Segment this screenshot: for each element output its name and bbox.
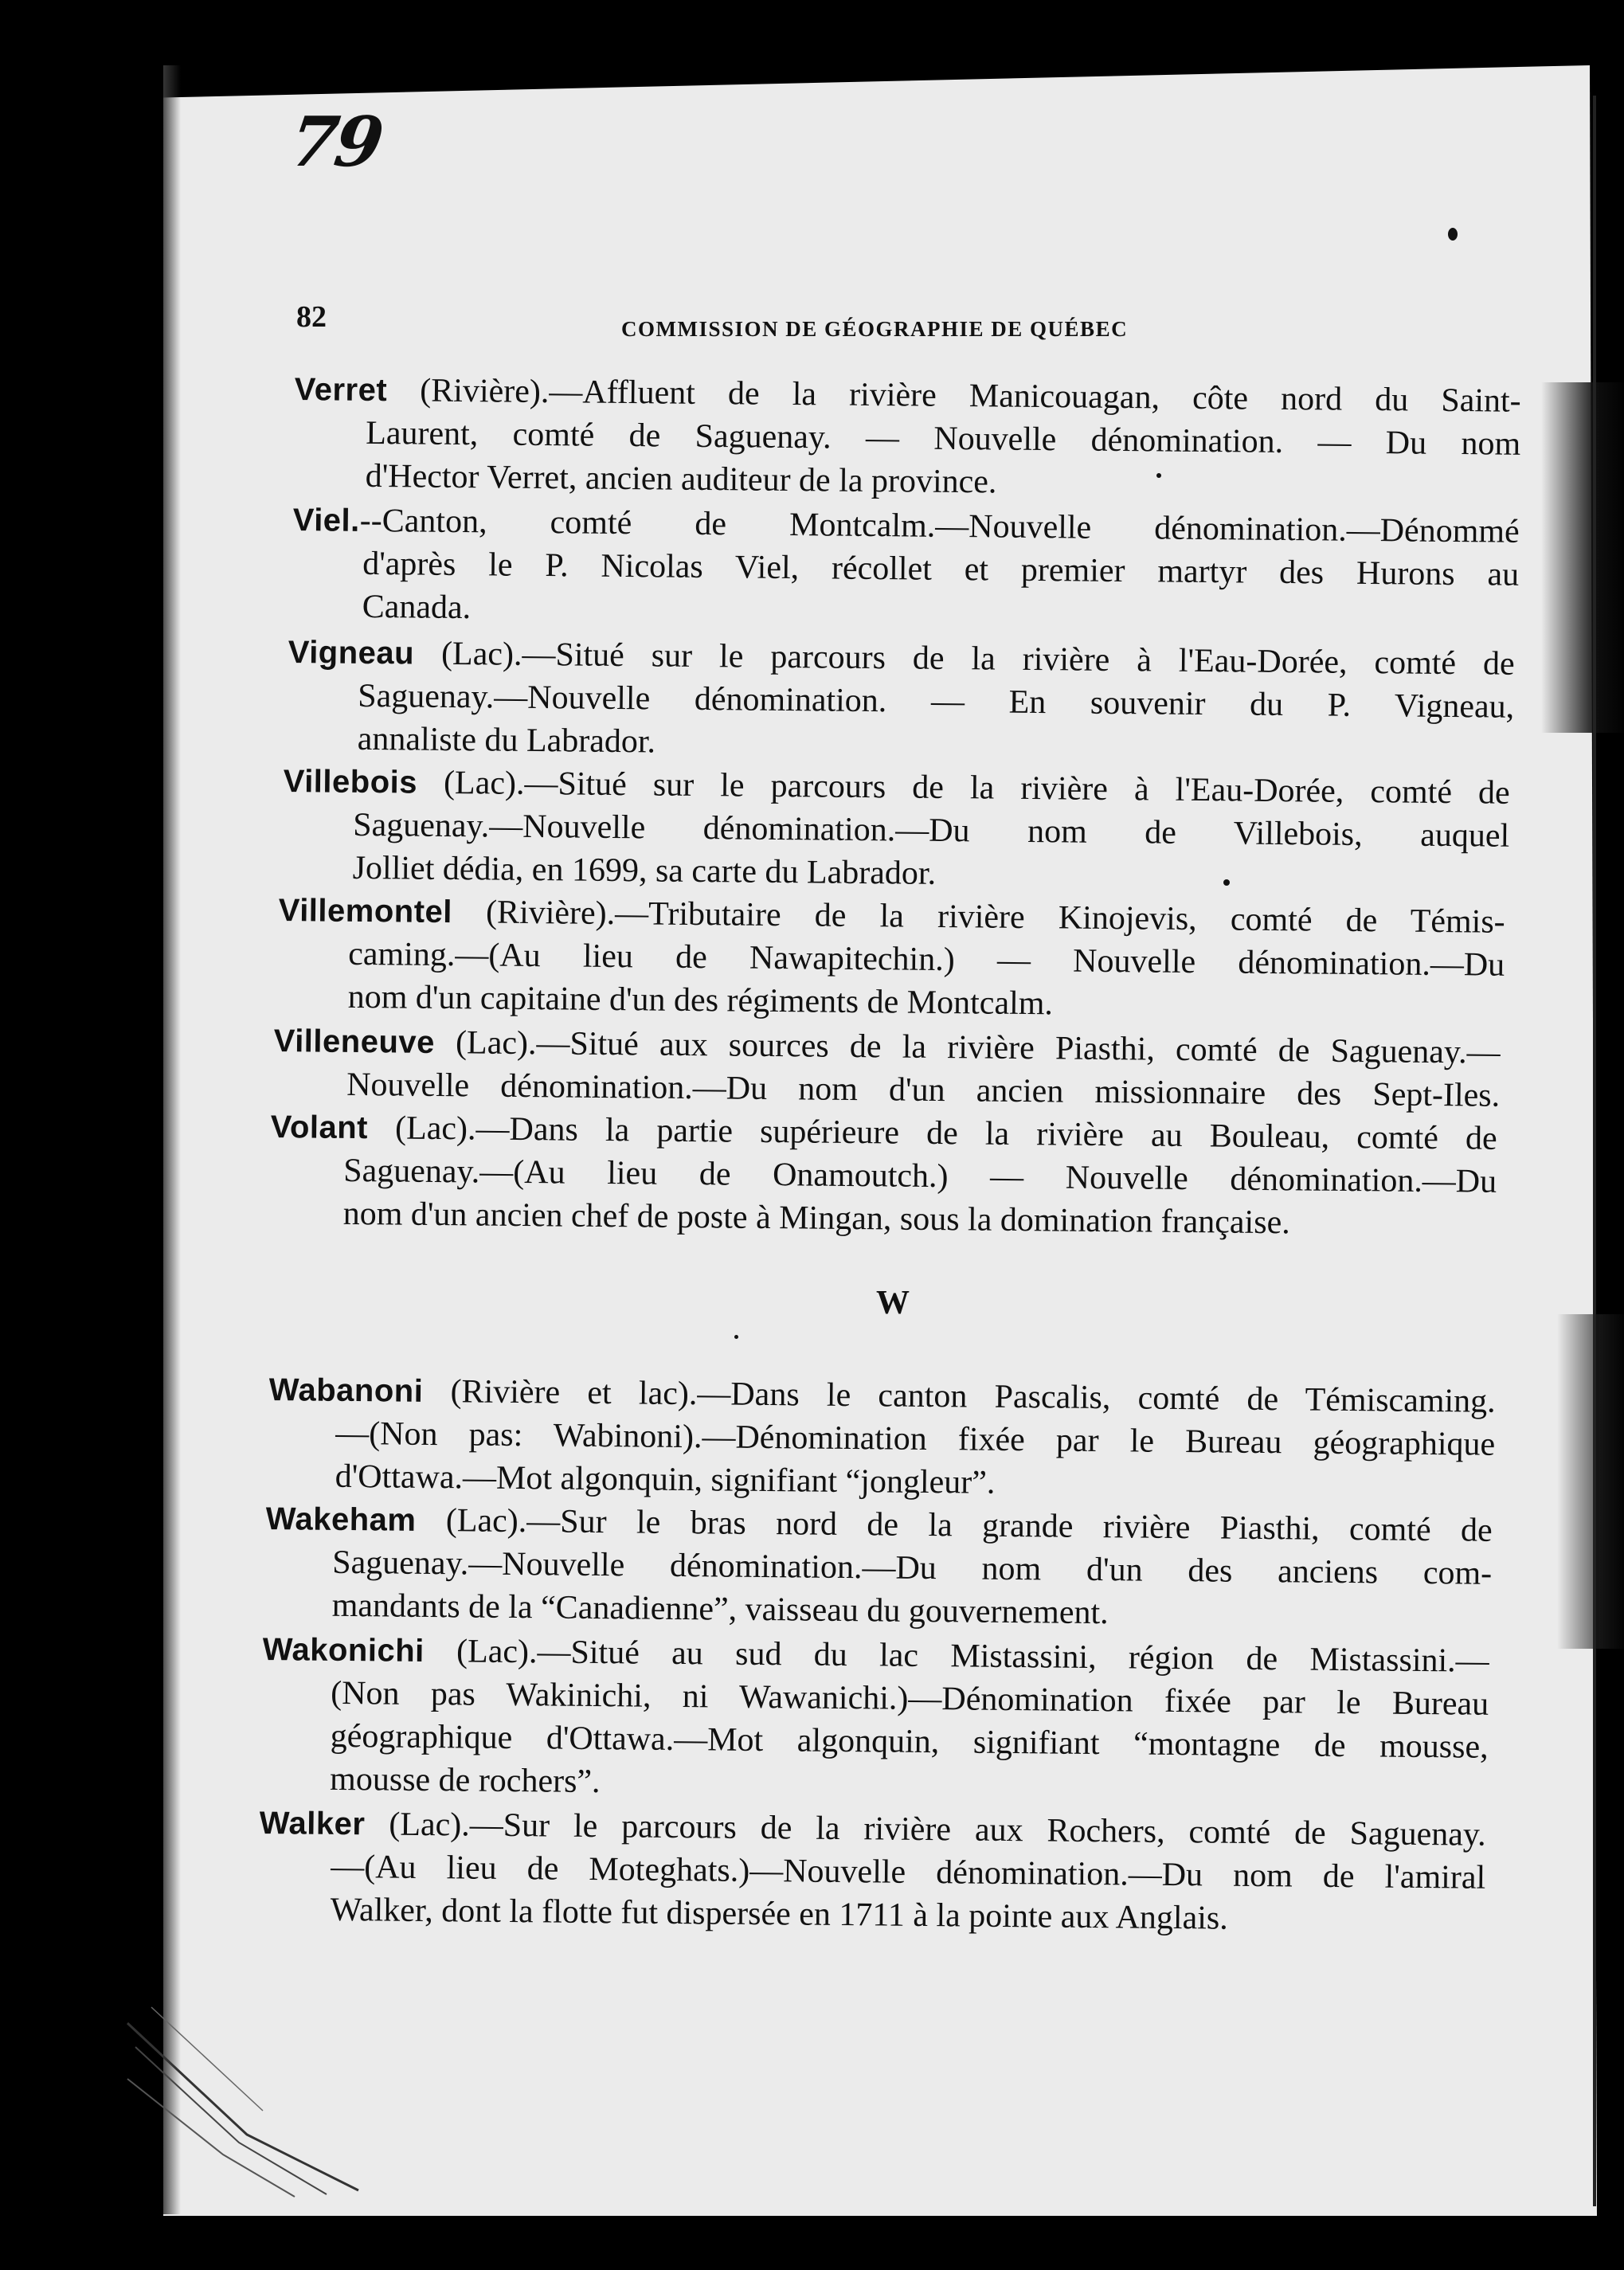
headword: Volant [270, 1109, 369, 1146]
entry-line: —(Non pas: Wabinoni).—Dénomination fixée par le Bureau géographique [335, 1415, 1496, 1463]
entry-line: mandants de la “Canadienne”, vaisseau du gouvernement. [331, 1587, 1109, 1632]
entry-line: nom d'un capitaine d'un des régiments de Montcalm. [347, 978, 1054, 1023]
entry-line: Nouvelle dénomination.—Du nom d'un ancien missionnaire des Sept-Iles. [346, 1066, 1501, 1114]
entry-line: Saguenay.—Nouvelle dénomination.—Du nom d'un des anciens com- [331, 1544, 1493, 1592]
entry-line: (Lac).—Situé au sud du lac Mistassini, région de Mistassini.— [424, 1632, 1489, 1680]
entry-line: Canada. [362, 588, 472, 627]
entry-villemontel [277, 889, 1505, 1030]
headword: Wakeham [265, 1501, 417, 1538]
headword: Wakonichi [262, 1631, 425, 1669]
entry-line: d'Hector Verret, ancien auditeur de la province. [365, 457, 997, 501]
entry-line: d'Ottawa.—Mot algonquin, signifiant “jongleur”. [335, 1458, 996, 1501]
entry-line: (Lac).—Sur le parcours de la rivière aux Rochers, comté de Saguenay. [365, 1806, 1486, 1853]
entry-viel [292, 499, 1519, 640]
headword: Vigneau [288, 634, 415, 671]
entry-line: (Lac).—Situé sur le parcours de la rivière à l'Eau-Dorée, comté de [413, 635, 1515, 683]
ink-speck [1448, 228, 1458, 241]
headword: Viel. [292, 502, 360, 538]
ink-speck [1223, 879, 1230, 886]
entry-villebois [282, 760, 1509, 901]
entry-volant [269, 1106, 1497, 1247]
entry-villeneuve [273, 1020, 1501, 1117]
entry-line: Jolliet dédia, en 1699, sa carte du Labrador. [352, 849, 937, 892]
entry-verret [293, 368, 1520, 509]
entry-wakeham [264, 1497, 1492, 1638]
entry-vigneau [287, 631, 1514, 772]
entry-wabanoni [268, 1368, 1495, 1509]
entry-line: mousse de rochers”. [329, 1760, 601, 1801]
ink-speck [1156, 473, 1161, 478]
entry-line: Laurent, comté de Saguenay. — Nouvelle dénomination. — Du nom [365, 414, 1521, 463]
ink-speck [734, 1335, 738, 1339]
headword: Villebois [283, 763, 418, 800]
entry-line: nom d'un ancien chef de poste à Mingan, sous la domination française. [342, 1195, 1290, 1242]
entry-line: (Lac).—Dans la partie supérieure de la rivière au Bouleau, comté de [367, 1110, 1497, 1157]
headword: Villeneuve [273, 1023, 436, 1060]
entry-line: (Lac).—Situé sur le parcours de la rivière à l'Eau-Dorée, comté de [417, 764, 1510, 812]
running-head: COMMISSION DE GÉOGRAPHIE DE QUÉBEC [621, 317, 1129, 341]
headword: Walker [259, 1805, 366, 1842]
entry-walker [258, 1802, 1485, 1943]
entry-line: (Non pas Wakinichi, ni Wawanichi.)—Dénomination fixée par le Bureau [330, 1674, 1489, 1723]
entry-line: caming.—(Au lieu de Nawapitechin.) — Nouvelle dénomination.—Du [347, 935, 1505, 984]
entry-line: (Rivière).—Affluent de la rivière Manicouagan, côte nord du Saint- [386, 372, 1521, 420]
entry-line: —(Au lieu de Moteghats.)—Nouvelle dénomination.—Du nom de l'amiral [330, 1848, 1486, 1896]
page-corner-wear-icon [119, 1991, 374, 2198]
entry-line: (Rivière et lac).—Dans le canton Pascalis, comté de Témiscaming. [423, 1372, 1496, 1420]
headword: Wabanoni [268, 1372, 424, 1409]
handwritten-number: 79 [284, 102, 385, 182]
entry-line: (Lac).—Sur le bras nord de la grande rivière Piasthi, comté de [416, 1501, 1493, 1549]
entry-line: annaliste du Labrador. [357, 720, 656, 761]
entry-line: --Canton, comté de Montcalm.—Nouvelle dénomination.—Dénommé [359, 502, 1520, 550]
page-number: 82 [296, 300, 327, 334]
section-letter: W [876, 1285, 910, 1321]
entry-line: (Rivière).—Tributaire de la rivière Kinojevis, comté de Témis- [452, 894, 1505, 941]
entry-line: (Lac).—Situé aux sources de la rivière Piasthi, comté de Saguenay.— [434, 1023, 1501, 1071]
headword: Villemontel [278, 892, 453, 930]
entry-line: Saguenay.—(Au lieu de Onamoutch.) — Nouvelle dénomination.—Du [342, 1152, 1497, 1200]
headword: Verret [294, 371, 388, 409]
entry-wakonichi [261, 1628, 1489, 1812]
entry-line: Saguenay.—Nouvelle dénomination.—Du nom de Villebois, auquel [352, 806, 1510, 855]
entry-line: Saguenay.—Nouvelle dénomination. — En souvenir du P. Vigneau, [357, 677, 1515, 726]
entry-line: Walker, dont la flotte fut dispersée en 1711 à la pointe aux Anglais. [330, 1891, 1228, 1937]
entry-line: d'après le P. Nicolas Viel, récollet et premier martyr des Hurons au [362, 545, 1520, 593]
entry-line: géographique d'Ottawa.—Mot algonquin, signifiant “montagne de mousse, [330, 1717, 1489, 1766]
